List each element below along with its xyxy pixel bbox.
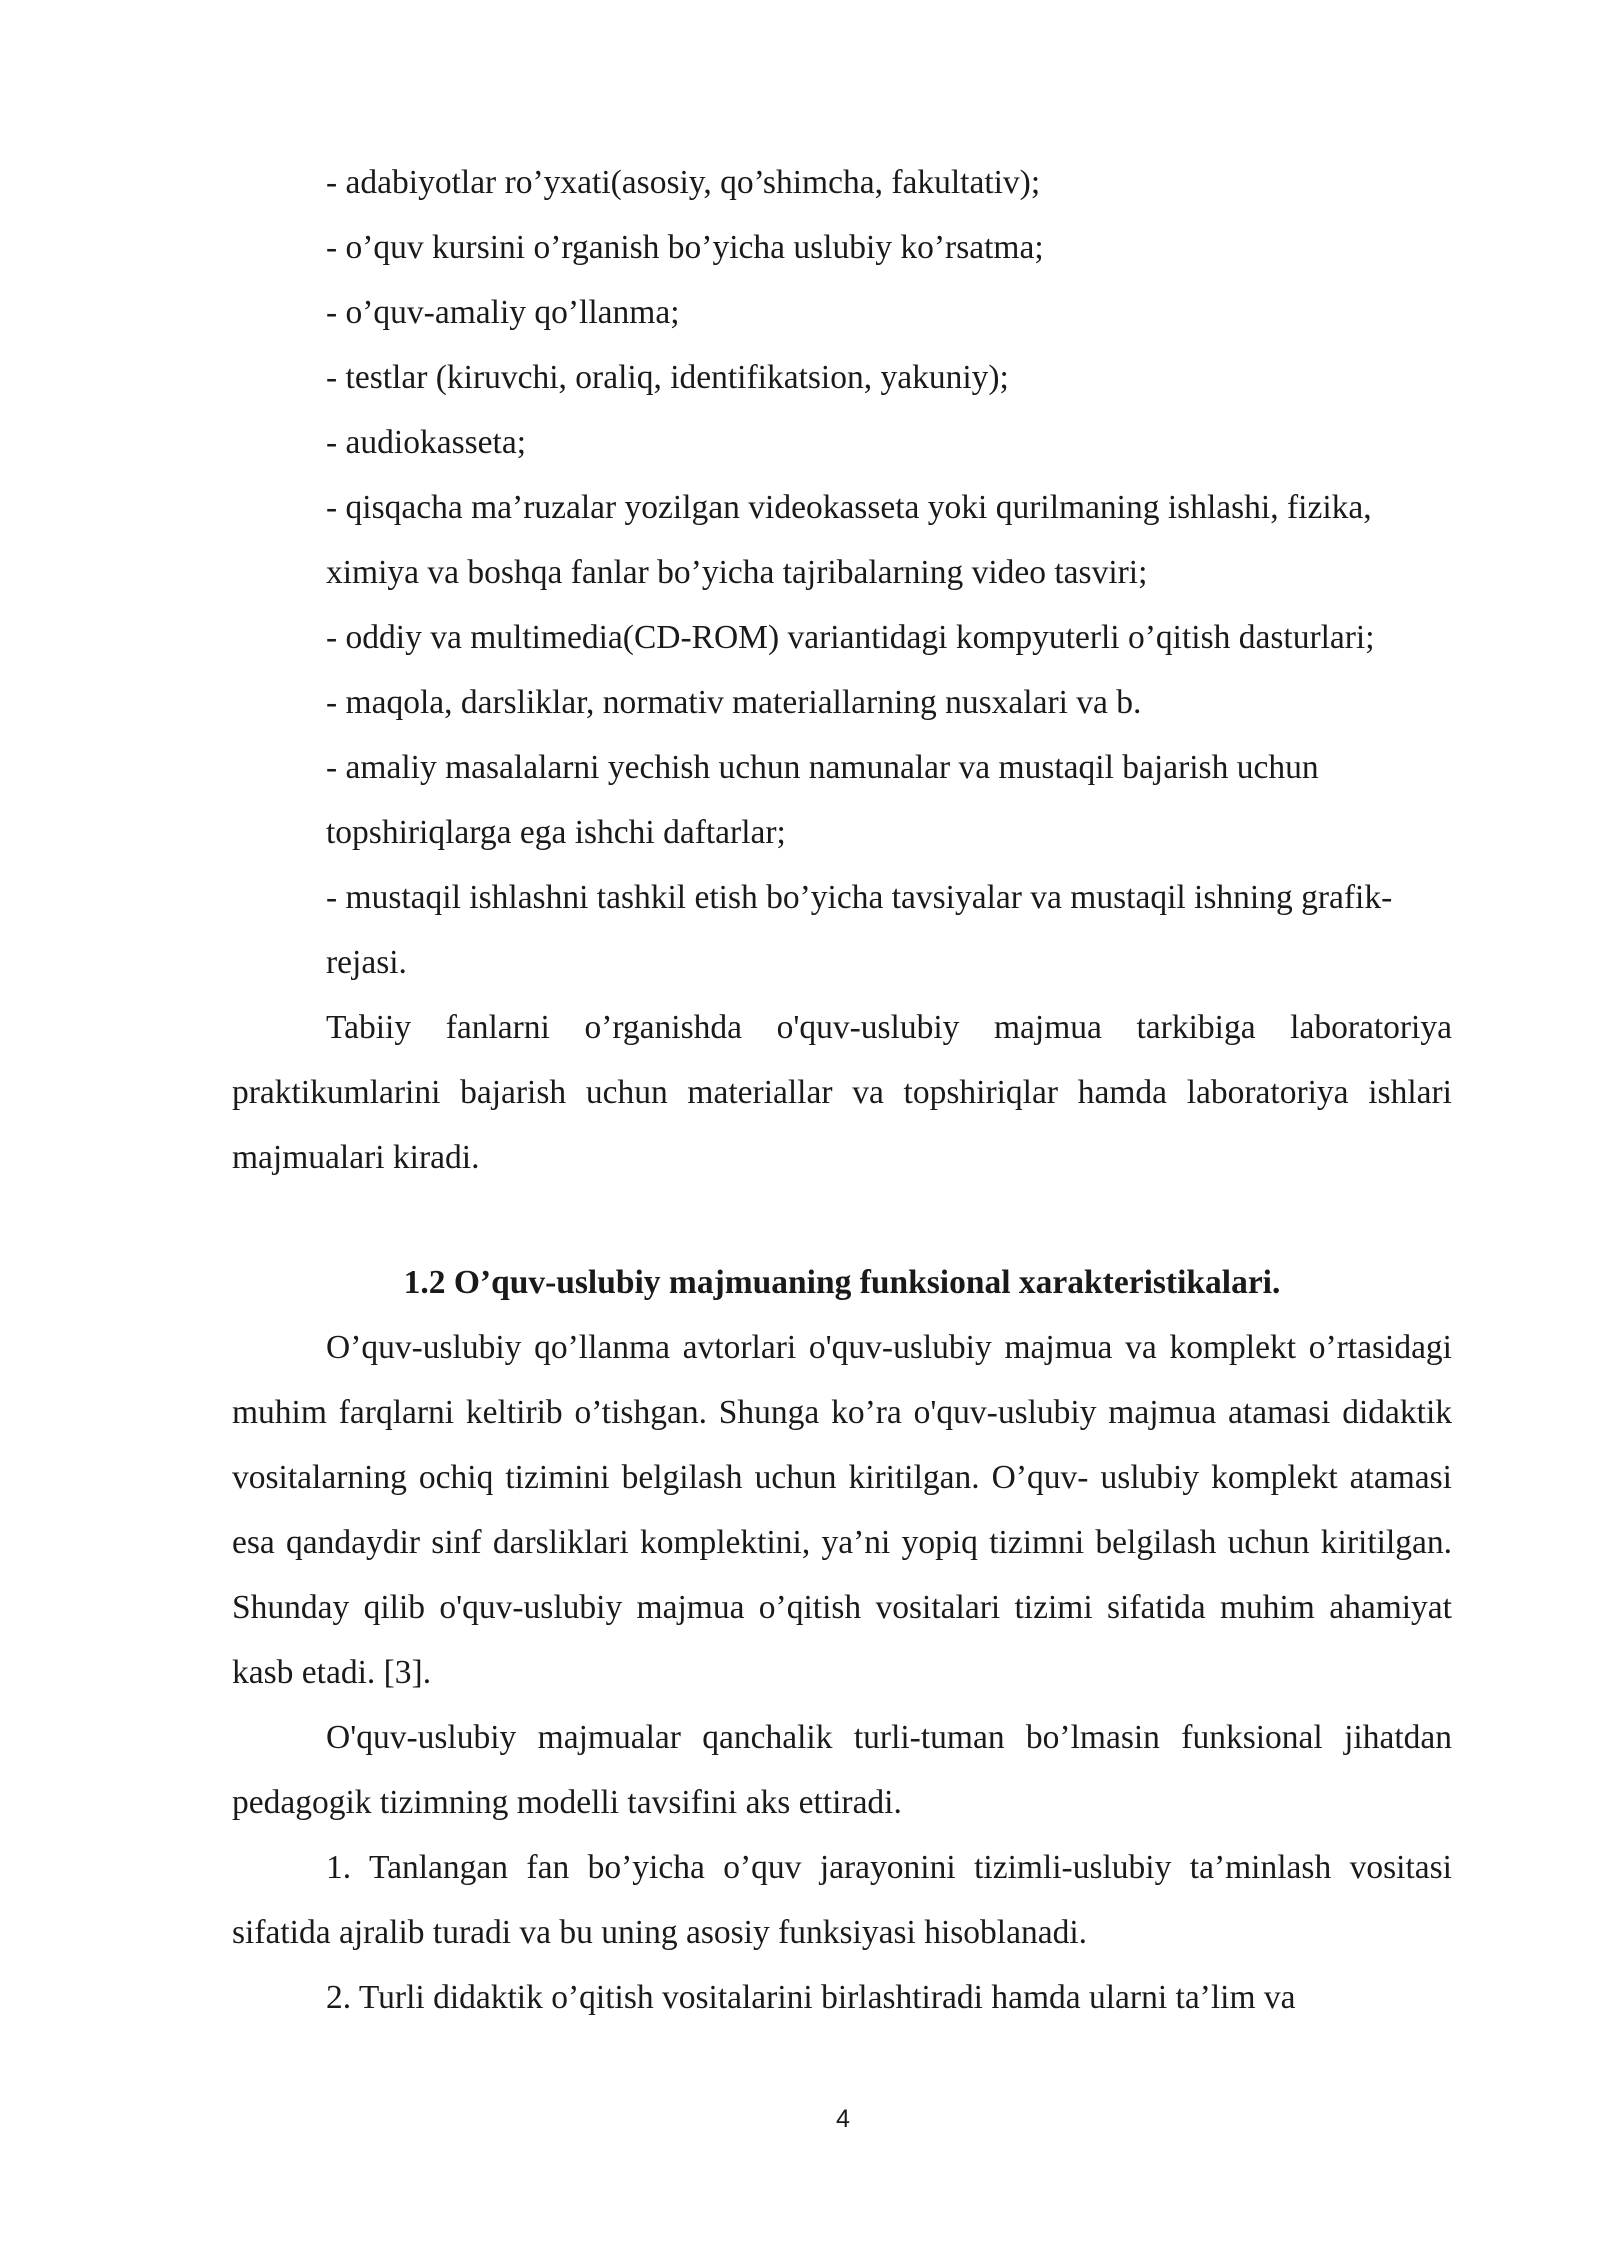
page-number: 4 [836, 2105, 850, 2133]
body-paragraph: O’quv-uslubiy qo’llanma avtorlari o'quv-uslubiy majmua va komplekt o’rtasidagi muhim farqlarni keltirib o’tishgan. Shunga ko’ra o'quv-uslubiy majmua atamasi didaktik vositalarning ochiq tizimini belgilash uchun kiritilgan. O’quv- uslubiy komplekt atamasi esa qandaydir sinf darsliklari komplektini, ya’ni yopiq tizimni belgilash uchun kiritilgan. Shunday qilib o'quv-uslubiy majmua o’qitish vositalari tizimi sifatida muhim ahamiyat kasb etadi. [3]. [232, 1329, 1452, 1691]
list-item: - mustaqil ishlashni tashkil etish bo’yicha tavsiyalar va mustaqil ishning grafik-rejasi. [326, 879, 1393, 981]
list-item: - amaliy masalalarni yechish uchun namunalar va mustaqil bajarish uchun topshiriqlarga ega ishchi daftarlar; [326, 749, 1319, 851]
list-item: - qisqacha ma’ruzalar yozilgan videokasseta yoki qurilmaning ishlashi, fizika, ximiya va boshqa fanlar bo’yicha tajribalarning video tasviri; [326, 489, 1372, 591]
list-item: - o’quv kursini o’rganish bo’yicha uslubiy ko’rsatma; [326, 229, 1044, 266]
body-paragraph: O'quv-uslubiy majmualar qanchalik turli-tuman bo’lmasin funksional jihatdan pedagogik tizimning modelli tavsifini aks ettiradi. [232, 1719, 1452, 1821]
document-page [232, 150, 1452, 2030]
list-item: - o’quv-amaliy qo’llanma; [326, 294, 680, 331]
list-item: - oddiy va multimedia(CD-ROM) variantidagi kompyuterli o’qitish dasturlari; [326, 619, 1375, 656]
section-heading: 1.2 O’quv-uslubiy majmuaning funksional xarakteristikalari. [403, 1264, 1281, 1301]
body-paragraph: Tabiiy fanlarni o’rganishda o'quv-uslubiy majmua tarkibiga laboratoriya praktikumlarini bajarish uchun materiallar va topshiriqlar hamda laboratoriya ishlari majmualari kiradi. [232, 1009, 1452, 1176]
numbered-item: 1. Tanlangan fan bo’yicha o’quv jarayonini tizimli-uslubiy ta’minlash vositasi sifatida ajralib turadi va bu uning asosiy funksiyasi hisoblanadi. [232, 1849, 1452, 1951]
list-item: - maqola, darsliklar, normativ materiallarning nusxalari va b. [326, 684, 1142, 721]
list-item: - testlar (kiruvchi, oraliq, identifikatsion, yakuniy); [326, 359, 1009, 396]
numbered-item: 2. Turli didaktik o’qitish vositalarini birlashtiradi hamda ularni ta’lim va [326, 1979, 1296, 2016]
list-item: - audiokasseta; [326, 424, 527, 461]
list-item: - adabiyotlar ro’yxati(asosiy, qo’shimcha, fakultativ); [326, 164, 1041, 201]
